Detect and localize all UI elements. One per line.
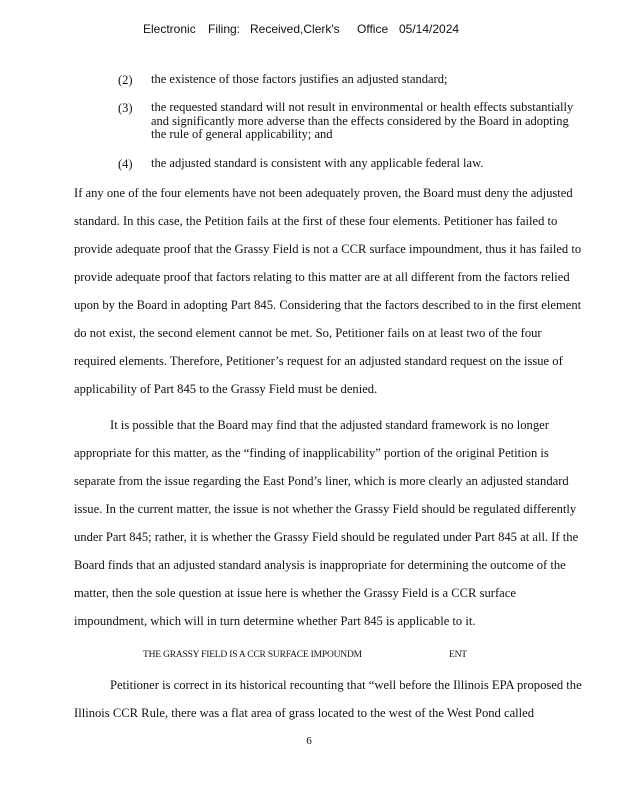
header-electronic: Electronic [143, 22, 196, 36]
header-office: Office [357, 22, 389, 36]
section-heading-tail: ENT [449, 650, 467, 660]
list-item-number: (2) [118, 73, 133, 87]
section-heading-main: THE GRASSY FIELD IS A CCR SURFACE IMPOUNDM [143, 650, 362, 660]
header-received-clerks: Received,Clerk's [250, 22, 340, 36]
paragraph-text: If any one of the four elements have not been adequately proven, the Board must deny the adjusted standard. In this case, the Petition fails at the first of these four elements. Petitioner has failed to provide adequate proof that the Grassy Field is not a CCR surface impoundment, thus it has failed to provide adequate proof that factors relating to this matter are at all different from the factors relied upon by the Board in adopting Part 845. Considering that the factors described to in the first element do not exist, the second element cannot be met. So, Petitioner fails on at least two of the four required elements. Therefore, Petitioner’s request for an adjusted standard request on the issue of applicability of Part 845 to the Grassy Field must be denied. [74, 186, 582, 396]
list-item-number: (4) [118, 157, 133, 171]
paragraph-text: Petitioner is correct in its historical recounting that “well before the Illinois EPA proposed the Illinois CCR Rule, there was a flat area of grass located to the west of the West Pond called [74, 678, 582, 720]
list-item-text: the adjusted standard is consistent with any applicable federal law. [151, 156, 484, 170]
header-filing: Filing: [208, 22, 241, 36]
paragraph-text: It is possible that the Board may find that the adjusted standard framework is no longer appropriate for this matter, as the “finding of inapplicability” portion of the original Petition is separate from the issue regarding the East Pond’s liner, which is more clearly an adjusted standard issue. In the current matter, the issue is not whether the Grassy Field should be regulated differently under Part 845; rather, it is whether the Grassy Field should be regulated under Part 845 at all. If the Board finds that an adjusted standard analysis is inappropriate for determining the outcome of the matter, then the sole question at issue here is whether the Grassy Field is a CCR surface impoundment, which will in turn determine whether Part 845 is applicable to it. [74, 418, 579, 628]
list-item-number: (3) [118, 101, 133, 115]
header-date: 05/14/2024 [399, 22, 460, 36]
paragraph-adjusted-standard-denial [74, 179, 586, 403]
page-number: 6 [306, 735, 312, 747]
list-item-text: the existence of those factors justifies an adjusted standard; [151, 72, 448, 86]
list-item-text: the requested standard will not result in environmental or health effects substantially and significantly more adverse than the effects considered by the Board in adopting the rule of general applicability; and [151, 100, 574, 141]
paragraph-finding-of-inapplicability [74, 411, 586, 635]
paragraph-historical-recounting [74, 671, 586, 727]
